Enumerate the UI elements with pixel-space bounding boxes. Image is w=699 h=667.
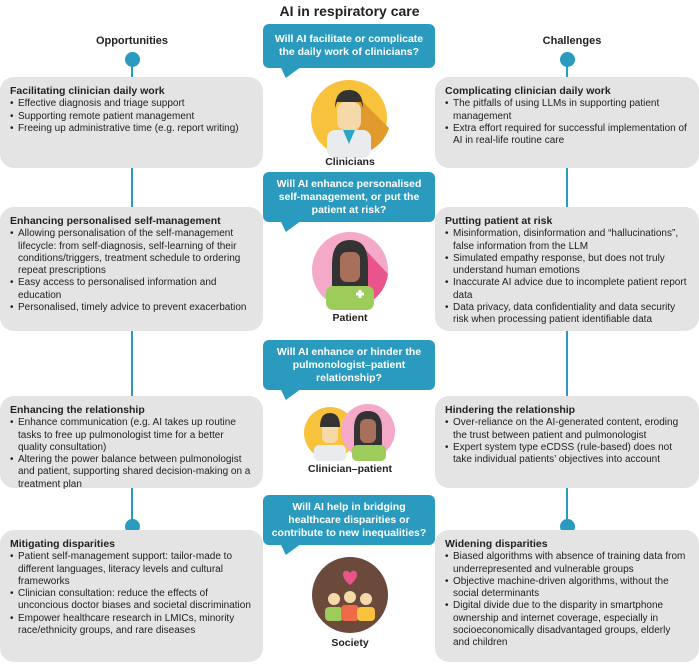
box-heading: Putting patient at risk	[445, 215, 553, 227]
timeline-dot	[560, 52, 575, 67]
opportunity-box	[0, 396, 263, 488]
opportunity-box	[0, 530, 263, 662]
patient-icon	[310, 230, 390, 310]
question-bubble: Will AI enhance personalised self-management, or put the patient at risk?	[263, 172, 435, 222]
box-heading: Enhancing the relationship	[10, 404, 145, 416]
list-item: • Patient self-management support: tailor-made to different languages, literacy levels and cultural frameworks	[10, 551, 253, 588]
list-item: • The pitfalls of using LLMs in supporting patient management	[445, 98, 689, 123]
list-item: • Digital divide due to the disparity in smartphone ownership and internet coverage, especially in socioeconomically disadvantaged groups, elderly and children	[445, 600, 689, 649]
challenge-box	[435, 207, 699, 331]
challenge-box	[435, 530, 699, 662]
box-heading: Complicating clinician daily work	[445, 85, 611, 97]
question-bubble: Will AI enhance or hinder the pulmonologist–patient relationship?	[263, 340, 435, 390]
list-item: • Clinician consultation: reduce the effects of unconcious doctor biases and societal discrimination	[10, 588, 253, 613]
list-item: • Biased algorithms with absence of training data from underrepresented and vulnerable groups	[445, 551, 689, 576]
list-item: • Expert system type eCDSS (rule-based) does not take individual patients’ objectives into account	[445, 442, 689, 467]
box-heading: Hindering the relationship	[445, 404, 576, 416]
list-item: • Personalised, timely advice to prevent exacerbation	[10, 302, 253, 314]
challenge-box	[435, 77, 699, 168]
list-item: • Inaccurate AI advice due to incomplete patient report data	[445, 277, 689, 302]
clinician-patient-icon	[302, 403, 398, 461]
list-item: • Altering the power balance between pulmonologist and patient, supporting shared decision-making on a treatment plan	[10, 454, 253, 491]
list-item: • Easy access to personalised information and education	[10, 277, 253, 302]
challenge-box	[435, 396, 699, 488]
list-item: • Supporting remote patient management	[10, 111, 253, 123]
question-bubble: Will AI help in bridging healthcare disparities or contribute to new inequalities?	[263, 495, 435, 545]
icon-label: Clinician–patient	[307, 463, 392, 475]
list-item: • Allowing personalisation of the self-management lifecycle: from self-diagnosis, self-learning of their conditions/triggers, treatment schedule to ordering repeat prescriptions	[10, 228, 253, 277]
icon-label: Society	[331, 637, 369, 649]
question-bubble: Will AI facilitate or complicate the daily work of clinicians?	[263, 24, 435, 68]
list-item: • Objective machine-driven algorithms, without the social determinants	[445, 576, 689, 601]
list-item: • Over-reliance on the AI-generated content, eroding the trust between patient and pulmonologist	[445, 417, 689, 442]
box-heading: Facilitating clinician daily work	[10, 85, 165, 97]
box-heading: Widening disparities	[445, 538, 548, 550]
list-item: • Enhance communication (e.g. AI takes up routine tasks to free up pulmonologist time for a better quality consultation)	[10, 417, 253, 454]
box-heading: Enhancing personalised self-management	[10, 215, 221, 227]
society-icon	[310, 555, 390, 635]
list-item: • Extra effort required for successful implementation of AI in real-life routine care	[445, 123, 689, 148]
list-item: • Freeing up administrative time (e.g. report writing)	[10, 123, 253, 135]
list-item: • Empower healthcare research in LMICs, minority race/ethnicity groups, and rare diseases	[10, 613, 253, 638]
list-item: • Data privacy, data confidentiality and data security risk when processing patient identifiable data	[445, 302, 689, 327]
opportunity-box	[0, 77, 263, 168]
timeline-dot	[125, 52, 140, 67]
opportunities-heading: Opportunities	[95, 35, 169, 47]
challenges-heading: Challenges	[542, 35, 602, 47]
icon-label: Patient	[332, 312, 368, 324]
list-item: • Effective diagnosis and triage support	[10, 98, 253, 110]
list-item: • Simulated empathy response, but does not truly understand human emotions	[445, 253, 689, 278]
opportunity-box	[0, 207, 263, 331]
clinician-icon	[309, 78, 391, 158]
icon-label: Clinicians	[325, 156, 375, 168]
diagram-title: AI in respiratory care	[279, 3, 420, 19]
list-item: • Misinformation, disinformation and “hallucinations”, false information from the LLM	[445, 228, 689, 253]
box-heading: Mitigating disparities	[10, 538, 116, 550]
